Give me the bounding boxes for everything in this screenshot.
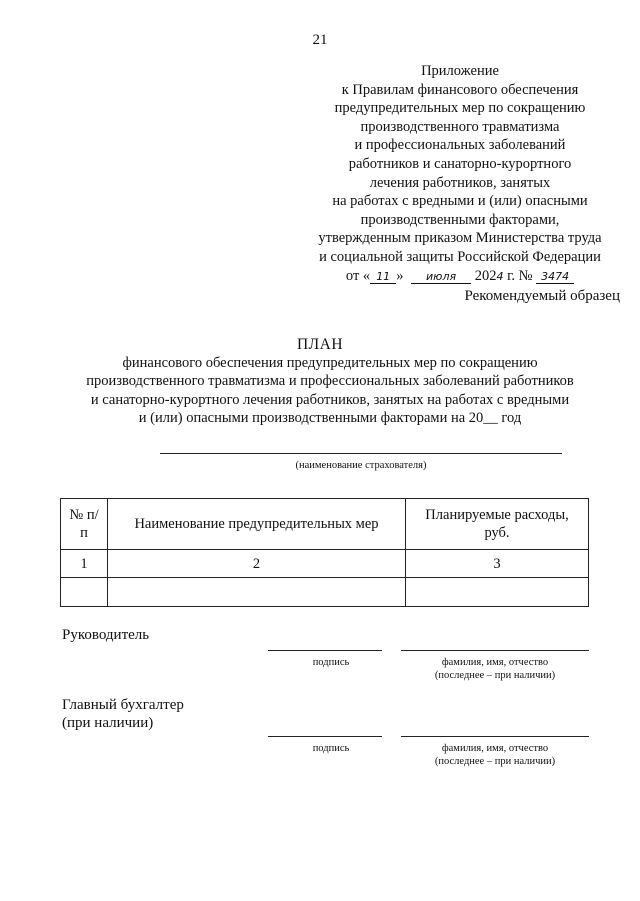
column-number-cell: 2 (108, 550, 406, 578)
signature-caption: подпись (312, 657, 350, 668)
year-suffix: г. № (503, 267, 533, 284)
name-caption-line: (последнее – при наличии) (434, 670, 556, 681)
subtitle-line: и санаторно-курортного лечения работников, занятых на работах с вредными (90, 391, 570, 408)
column-number-cell: 3 (406, 550, 589, 578)
head-label: Руководитель (62, 627, 150, 643)
appendix-line: утвержденным приказом Министерства труда (318, 230, 602, 247)
appendix-line: к Правилам финансового обеспечения (341, 81, 579, 98)
appendix-line: производственными факторами, (360, 211, 560, 228)
page-number: 21 (312, 32, 328, 48)
appendix-line: предупредительных мер по сокращению (334, 100, 586, 117)
appendix-line: Приложение (421, 63, 499, 79)
table-row (61, 578, 589, 607)
accountant-label (62, 696, 184, 732)
table-header-row (61, 499, 589, 550)
name-caption (401, 656, 589, 682)
order-date-line (300, 267, 620, 286)
header-cell-measures: Наименование предупредительных мер (108, 499, 406, 550)
handwritten-year-digit: 4 (496, 269, 504, 283)
table-cell[interactable] (61, 578, 108, 607)
appendix-line: производственного травматизма (360, 118, 560, 135)
appendix-line: и профессиональных заболеваний (354, 137, 566, 154)
head-name-field[interactable] (401, 650, 589, 651)
accountant-label-line: (при наличии) (62, 715, 154, 731)
accountant-name-field[interactable] (401, 736, 589, 737)
table-cell[interactable] (406, 578, 589, 607)
head-signature-field[interactable] (268, 650, 382, 651)
appendix-line: работников и санаторно-курортного (348, 155, 572, 172)
signature-caption: подпись (312, 743, 350, 754)
appendix-header (300, 62, 620, 285)
plan-table (60, 498, 589, 607)
subtitle-line: финансового обеспечения предупредительных мер по сокращению (122, 355, 538, 371)
appendix-line: лечения работников, занятых (369, 174, 551, 191)
date-prefix: от « (345, 267, 371, 284)
name-caption-line: фамилия, имя, отчество (441, 743, 549, 754)
subtitle-line: и (или) опасными производственными факторами на 20__ год (138, 409, 522, 426)
insurer-caption: (наименование страхователя) (295, 460, 427, 471)
column-number-cell: 1 (61, 550, 108, 578)
table-column-numbers-row (61, 550, 589, 578)
insurer-name-field[interactable] (160, 453, 562, 454)
accountant-signature-field[interactable] (268, 736, 382, 737)
name-caption-line: (последнее – при наличии) (434, 756, 556, 767)
table-cell[interactable] (108, 578, 406, 607)
appendix-line: и социальной защиты Российской Федерации (319, 248, 601, 265)
date-mid: » (396, 267, 404, 284)
header-cell-number: № п/п (61, 499, 108, 550)
sample-label: Рекомендуемый образец (464, 288, 620, 304)
accountant-label-line: Главный бухгалтер (62, 697, 184, 713)
name-caption-line: фамилия, имя, отчество (441, 657, 549, 668)
year-prefix: 202 (474, 267, 497, 284)
document-title: ПЛАН (296, 336, 344, 353)
document-subtitle (60, 354, 600, 427)
appendix-line: на работах с вредными и (или) опасными (332, 193, 588, 210)
subtitle-line: производственного травматизма и профессиональных заболеваний работников (86, 373, 574, 390)
header-cell-expenses: Планируемые расходы, руб. (406, 499, 589, 550)
handwritten-order-number: 3474 (536, 270, 574, 284)
handwritten-day: 11 (370, 270, 396, 284)
handwritten-month: июля (411, 270, 471, 284)
name-caption (401, 742, 589, 768)
